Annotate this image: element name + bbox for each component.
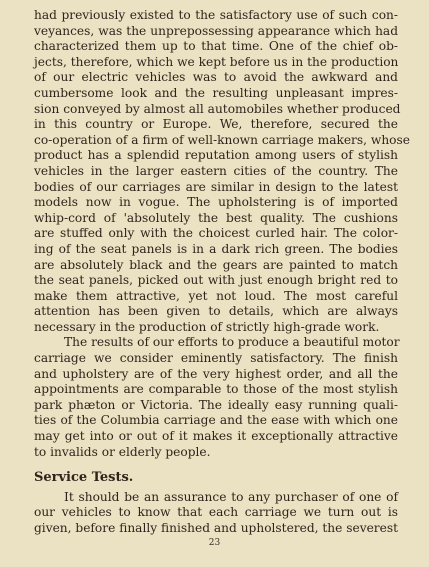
text-line: models now in vogue. The upholstering is of imported [34,195,398,210]
section-heading: Service Tests. [34,470,134,486]
text-line: appointments are comparable to those of the most stylish [34,382,398,397]
text-line: and upholstery are of the very highest order, and all the [34,366,398,381]
text-line: cumbersome look and the resulting unpleasant impres- [34,85,398,100]
text-line: bodies of our carriages are similar in design to the latest [34,179,398,194]
text-line: carriage we consider eminently satisfactory. The finish [34,351,398,366]
text-line: ing of the seat panels is in a dark rich green. The bodies [34,241,398,256]
text-line: to invalids or elderly people. [34,444,211,459]
paragraph-3 [34,490,398,537]
text-line: whip-cord of 'absolutely the best quality. The cushions [34,210,398,225]
text-line: It should be an assurance to any purchaser of one of [64,489,398,504]
text-line: necessary in the production of strictly high-grade work. [34,319,380,334]
text-line: the seat panels, picked out with just enough bright red to [34,273,398,288]
paragraph-2 [34,335,398,460]
text-line: our vehicles to know that each carriage we turn out is [34,505,398,520]
text-line: given, before finally finished and upholstered, the severest [34,521,398,535]
text-line: park phæton or Victoria. The ideally easy running quali- [34,397,398,412]
text-line: make them attractive, yet not loud. The most careful [34,288,398,303]
page-number: 23 [208,538,221,548]
text-line: The results of our efforts to produce a beautiful motor [64,335,400,350]
text-line: jects, therefore, which we kept before us in the production [34,54,399,69]
text-column [34,8,410,537]
text-line: sion conveyed by almost all automobiles whether produced [34,101,401,116]
text-line: of our electric vehicles was to avoid the awkward and [34,70,398,85]
text-line: may get into or out of it makes it exceptionally attractive [34,429,398,444]
text-line: had previously existed to the satisfactory use of such con- [34,8,398,22]
text-line: attention has been given to details, which are always [34,304,398,319]
text-line: are stuffed only with the choicest curled hair. The color- [34,226,398,241]
text-line: co-operation of a firm of well-known carriage makers, whose [34,132,410,147]
text-line: vehicles in the larger eastern cities of the country. The [34,163,398,178]
text-line: product has a splendid reputation among users of stylish [34,148,398,163]
text-line: in this country or Europe. We, therefore, secured the [34,117,398,132]
text-line: are absolutely black and the gears are painted to match [34,257,398,272]
paragraph-1 [34,8,410,335]
text-line: ties of the Columbia carriage and the ease with which one [34,413,398,428]
text-line: veyances, was the unprepossessing appearance which had [34,23,398,38]
text-line: characterized them up to that time. One of the chief ob- [34,39,398,54]
